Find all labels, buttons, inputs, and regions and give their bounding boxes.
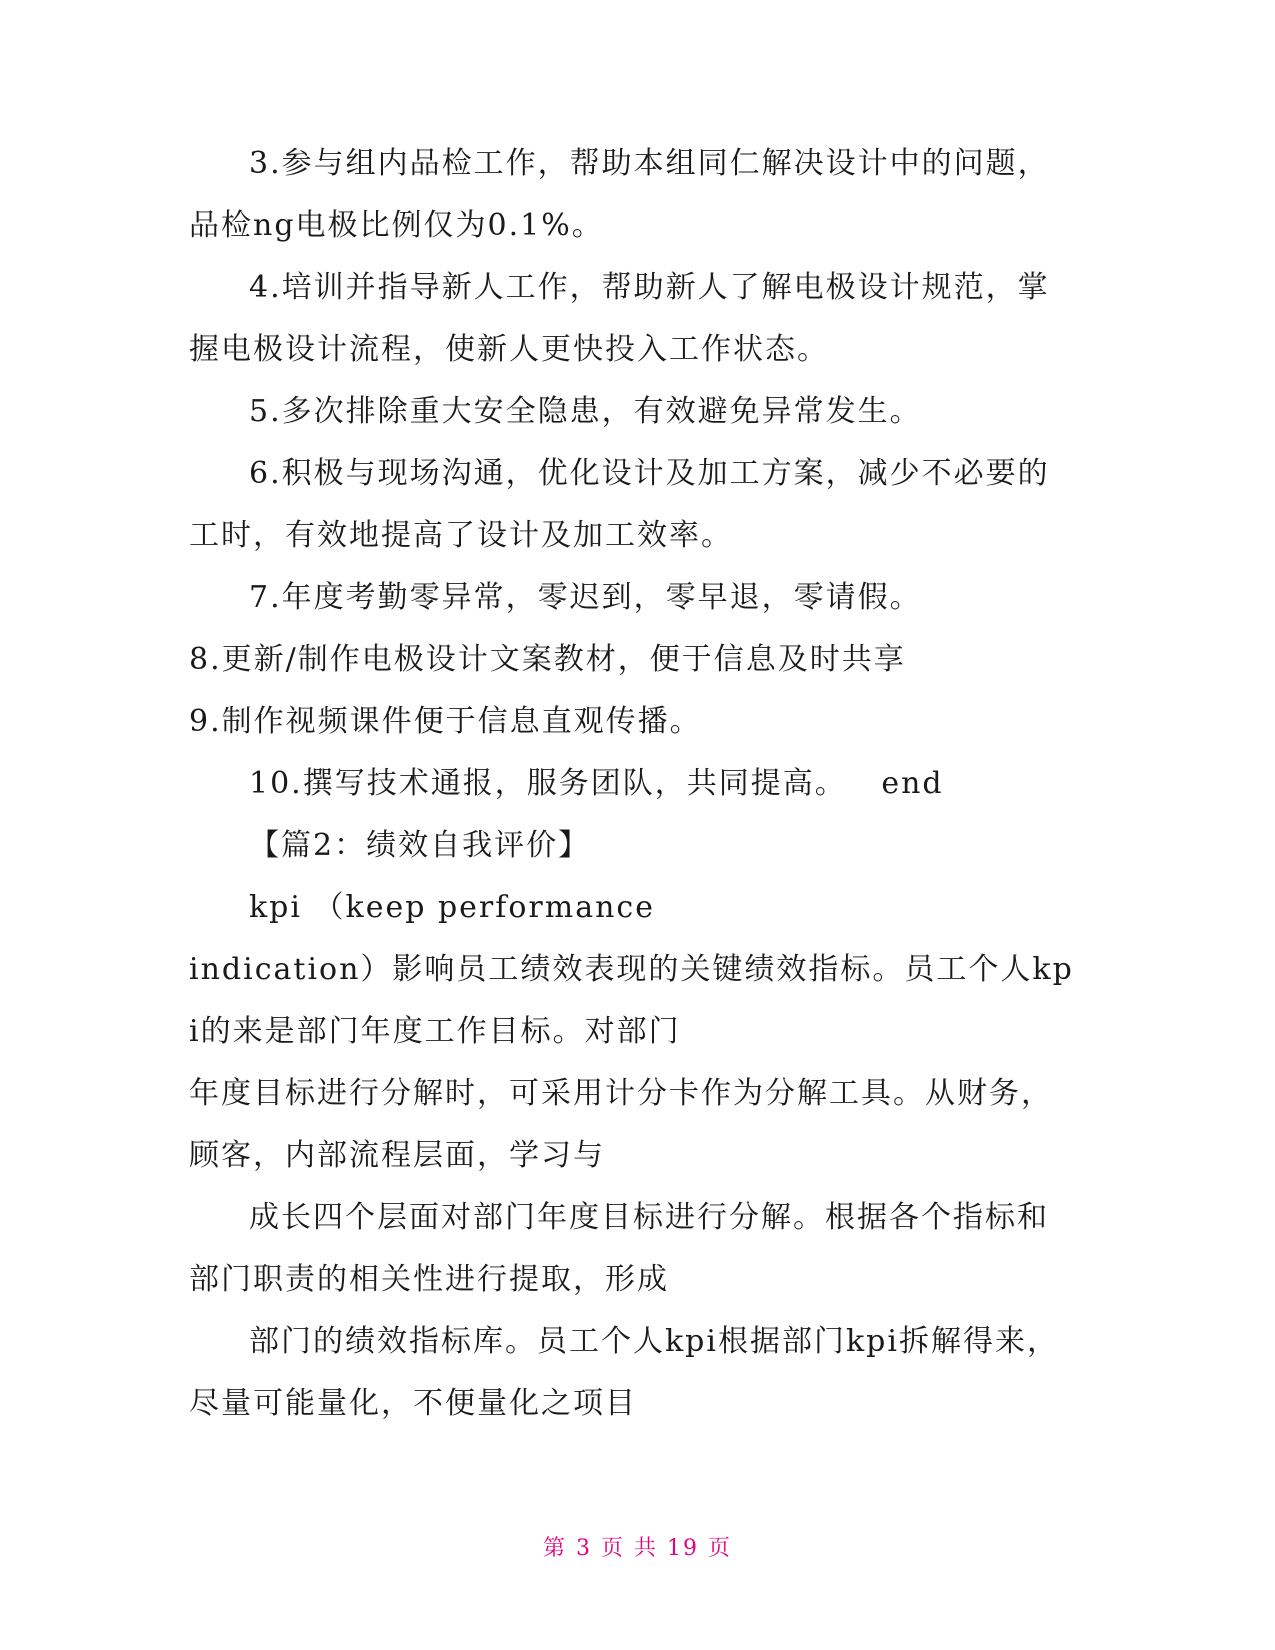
text-line: 5.多次排除重大安全隐患，有效避免异常发生。 (249, 394, 922, 429)
text-line: indication）影响员工绩效表现的关键绩效指标。员工个人kp (189, 952, 1074, 987)
text-line: 7.年度考勤零异常，零迟到，零早退，零请假。 (249, 580, 922, 615)
text-line: 顾客，内部流程层面，学习与 (189, 1138, 605, 1173)
text-line: 握电极设计流程，使新人更快投入工作状态。 (189, 332, 829, 367)
text-line: 部门的绩效指标库。员工个人kpi根据部门kpi拆解得来， (249, 1324, 1059, 1359)
text-line: 4.培训并指导新人工作，帮助新人了解电极设计规范，掌 (249, 270, 1050, 305)
text-line: 年度目标进行分解时，可采用计分卡作为分解工具。从财务， (189, 1076, 1053, 1111)
page-number-footer: 第 3 页 共 19 页 (543, 1536, 732, 1561)
text-line: 3.参与组内品检工作，帮助本组同仁解决设计中的问题， (249, 146, 1050, 181)
text-line: 工时，有效地提高了设计及加工效率。 (189, 518, 733, 553)
text-line: 成长四个层面对部门年度目标进行分解。根据各个指标和 (249, 1200, 1049, 1235)
section-heading: 【篇2：绩效自我评价】 (249, 828, 591, 863)
text-line: i的来是部门年度工作目标。对部门 (189, 1014, 681, 1049)
text-line: 6.积极与现场沟通，优化设计及加工方案，减少不必要的 (249, 456, 1050, 491)
text-line: 8.更新/制作电极设计文案教材，便于信息及时共享 (189, 642, 906, 677)
text-line: 品检ng电极比例仅为0.1%。 (189, 208, 604, 243)
text-line: 10.撰写技术通报，服务团队，共同提高。 end (249, 766, 944, 801)
text-line: kpi （keep performance (249, 890, 655, 925)
text-line: 9.制作视频课件便于信息直观传播。 (189, 704, 702, 739)
text-line: 尽量可能量化，不便量化之项目 (189, 1386, 637, 1421)
text-line: 部门职责的相关性进行提取，形成 (189, 1262, 669, 1297)
